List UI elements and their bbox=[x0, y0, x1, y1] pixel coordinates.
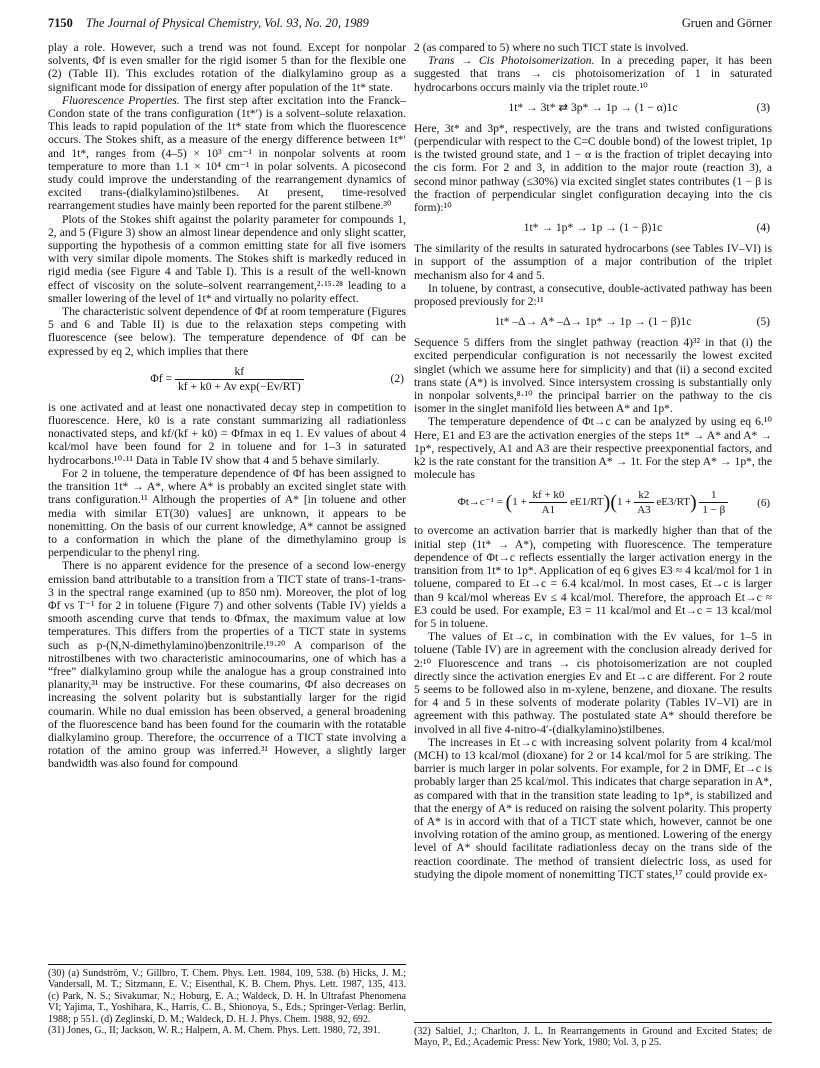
paragraph: The similarity of the results in saturated hydrocarbons (see Tables IV–VI) is in support of the assumption of a major contribution of the triplet mechanism also for 4 and 5. bbox=[414, 242, 772, 282]
equation-2 bbox=[48, 365, 406, 394]
eq6-a-denominator: A1 bbox=[541, 504, 556, 517]
eq2-numerator: kf bbox=[175, 365, 304, 380]
page-number: 7150 bbox=[48, 16, 73, 30]
paragraph: 2 (as compared to 5) where no such TICT state is involved. bbox=[414, 41, 689, 54]
footnote-31: (31) Jones, G., II; Jackson, W. R.; Halpern, A. M. Chem. Phys. Lett. 1980, 72, 391. bbox=[48, 1025, 381, 1037]
paragraph: Here, 3t* and 3p*, respectively, are the trans and twisted configurations (perpendicular with respect to the C=C double bond) of the lowest triplet, 1p is the twisted ground state, and 1 − α is the fraction of triplet decaying into the cis form. For 2 and 3, in addition to the major route (reaction 3), a second minor pathway (≤30%) via excited singlet states contributes (1 − β is the fraction of perpendicular singlet configuration decaying into the cis form):¹⁰ bbox=[414, 121, 772, 215]
eq6-fraction-a bbox=[529, 488, 567, 517]
section-heading: Trans → Cis Photoisomerization. bbox=[428, 54, 595, 68]
page-header bbox=[48, 16, 772, 34]
footnote-rule bbox=[414, 1022, 772, 1023]
equation-number: (5) bbox=[756, 315, 770, 329]
eq2-denominator: kf + k0 + Av exp(−Ev/RT) bbox=[177, 379, 301, 393]
right-column bbox=[414, 41, 772, 881]
eq4-expression: 1t* → 1p* → 1p → (1 − β)1c bbox=[523, 221, 663, 235]
equation-number: (4) bbox=[756, 221, 770, 235]
paragraph: to overcome an activation barrier that is markedly higher than that of the initial step (1t* → A*), competing with fluorescence. The temperature dependence of Φt→c reflects essentially the larger activation energy in the transition from 1t* to 1p*. Application of eq 6 gives E3 ≈ 4 kcal/mol for 1 in toluene, compared to Et→c = 6.4 kcal/mol. In most cases, Et→c is larger than 9 kcal/mol whereas Ev ≤ 4 kcal/mol. Therefore, the approach Et→c ≈ E3 could be used. For example, E3 = 11 kcal/mol and Et→c = 13 kcal/mol for 5 in toluene. bbox=[414, 524, 772, 630]
journal-title: The Journal of Physical Chemistry, Vol. 93, No. 20, 1989 bbox=[85, 16, 369, 30]
eq2-lhs: Φf = bbox=[150, 372, 173, 386]
paragraph: The temperature dependence of Φt→c can be analyzed by using eq 6.¹⁰ Here, E1 and E3 are the activation energies of the steps 1t* → A* and A* → 1p*, respectively, A1 and A3 are their respective preexponential factors, and k2 is the rate constant for the transition A* → 1t. For the step A* → 1p*, the molecule has bbox=[414, 415, 772, 482]
eq6-a-exponential: eE1/RT bbox=[570, 496, 604, 509]
footnote-30: (30) (a) Sundström, V.; Gillbro, T. Chem. Phys. Lett. 1984, 109, 538. (b) Hicks, J. M.; Vandersall, M. T.; Sitzmann, E. V.; Eisenthal, K. B. Chem. Phys. Lett. 1987, 135, 413. (c) Park, N. S.; Sivakumar, N.; Hoburg, E. A.; Waldeck, D. H. In Ultrafast Phenomena VI; Yajima, T., Yoshihara, K., Harris, C. B., Shionoya, S., Eds.; Springer-Verlag: Berlin, 1988; p 551. (d) Zeglinski, D. M.; Waldeck, D. H. J. Phys. Chem. 1988, 92, 692. bbox=[48, 968, 406, 1025]
eq6-fraction-b bbox=[634, 488, 653, 517]
equation-4 bbox=[414, 221, 772, 235]
eq6-b-exponential: eE3/RT bbox=[656, 496, 690, 509]
running-authors: Gruen and Görner bbox=[681, 16, 772, 30]
paragraph: For 2 in toluene, the temperature dependence of Φf has been assigned to the transition 1t* → A*, where A* is probably an excited singlet state with trans configuration.¹¹ Although the properties of A* [in toluene and other media with similar ET(30) values] are unknown, it appears to be nonemitting. On the basis of our current knowledge, A* cannot be assigned to a conformation in which the plane of the dimethylamino group is perpendicular to the phenyl ring. bbox=[48, 466, 406, 560]
footnote-rule bbox=[48, 964, 406, 965]
eq6-c-numerator: 1 bbox=[699, 488, 728, 503]
paragraph: The characteristic solvent dependence of Φf at room temperature (Figures 5 and 6 and Table II) is due to the relaxation steps competing with fluorescence (see below). The temperature dependence of Φf can be expressed by eq 2, which implies that there bbox=[48, 305, 406, 358]
equation-6: Φt→c⁻¹ = (1 + $\frac{kf + k0}{A1}$ eE1/RT)(1 + $\frac{k2}{A3}$ eE3/RT) $\frac{1}{1 - \beta}$ (6) bbox=[457, 489, 770, 517]
left-footnotes bbox=[48, 964, 406, 1036]
equation-number: (6) bbox=[757, 496, 770, 509]
equation-5 bbox=[414, 315, 772, 329]
eq6-lhs: Φt→c⁻¹ = bbox=[457, 496, 503, 509]
eq2-fraction bbox=[175, 365, 304, 394]
eq6-c-denominator: 1 − β bbox=[702, 504, 726, 517]
paragraph-text: In a preceding paper, it has been suggested that trans → cis photoisomerization of 1 in saturated hydrocarbons occurs mainly via the triplet route.¹⁰ bbox=[414, 54, 772, 94]
paragraph-text: The first step after excitation into the Franck–Condon state of the trans configuration (1t*′) is a solvent–solute relaxation. This leads to rapid population of the 1t* state from which the fluorescence occurs. The Stokes shift, as a measure of the energy difference between 1t*′ and 1t*, ranges from (4–5) × 10³ cm⁻¹ in nonpolar solvents at room temperature to more than 1.1 × 10⁴ cm⁻¹ in polar solvents. A picosecond study could improve the understanding of the rearrangement dynamics of excited trans-(dialkylamino)stilbenes. At present, time-resolved rearrangement studies have mainly been reported for the parent stilbene.³⁰ bbox=[48, 93, 406, 213]
paragraph: Sequence 5 differs from the singlet pathway (reaction 4)³² in that (i) the excited perpendicular configuration is not necessarily the lowest excited singlet (which we assume here for simplicity) and that (ii) a second excited trans state (A*) is involved. Since intersystem crossing is substantially only in nonpolar solvents,⁸·¹⁰ the principal barrier on the pathway to the cis isomer in the singlet manifold lies between A* and 1p*. bbox=[414, 336, 772, 416]
eq3-expression: 1t* → 3t* ⇄ 3p* → 1p → (1 − α)1c bbox=[508, 100, 678, 114]
left-column bbox=[48, 41, 406, 771]
eq6-b-denominator: A3 bbox=[637, 504, 651, 517]
paragraph: There is no apparent evidence for the presence of a second low-energy emission band attributable to a transition from a TICT state of trans-1-trans-3 in the spectral range examined (up to 850 nm). Moreover, the plot of log Φf vs T⁻¹ for 2 in toluene (Figure 7) and other solvents (Table IV) yields a smooth ascending curve that tends to Φfmax, the maximum value at low temperatures. This differs from the properties of a TICT state in systems such as p-(N,N-dimethylamino)benzonitrile.¹⁹·²⁰ A comparison of the nitrostilbenes with two characteristic aminocoumarins, one of which has a “free” dialkylamino group while the analogue has a group constrained into planarity,³¹ may be instructive. For these coumarins, Φf also decreases on increasing the solvent polarity but is substantially larger for the rigid coumarin. While no dual emission has been observed, a general broadening of the fluorescence band has been found for the coumarin with the rotatable dialkylamino group. Therefore, the occurrence of a TICT state involving a rotation of the amino group was inferred.³¹ However, a slightly larger bandwidth was also found for compound bbox=[48, 559, 406, 771]
eq6-a-numerator: kf + k0 bbox=[529, 488, 567, 503]
paragraph-photoisomerization bbox=[414, 54, 772, 94]
eq6-fraction-c bbox=[699, 488, 728, 517]
paragraph: is one activated and at least one nonactivated decay step in competition to fluorescence. Here, k0 is a rate constant summarizing all radiationless nonactivated steps, and kf/(kf + k0) = Φfmax in eq 1. Ev values of about 4 kcal/mol have been found for 2 in toluene and for 1–3 in saturated hydrocarbons.¹⁰·¹¹ Data in Table IV show that 4 and 5 behave similarly. bbox=[48, 400, 406, 467]
eq6-b-numerator: k2 bbox=[634, 488, 653, 503]
equation-3 bbox=[414, 101, 772, 115]
eq5-expression: 1t* –Δ→ A* –Δ→ 1p* → 1p → (1 − β)1c bbox=[494, 315, 692, 329]
paragraph-fluorescence-properties bbox=[48, 94, 406, 213]
paragraph: play a role. However, such a trend was not found. Except for nonpolar solvents, Φf is even smaller for the rigid isomer 5 than for the flexible one (2) (Table II). This excludes rotation of the dialkylamino group as a significant mode for dissipation of energy after population of the 1t* state. bbox=[48, 41, 406, 94]
paragraph: The values of Et→c, in combination with the Ev values, for 1–5 in toluene (Table IV) are in agreement with the conclusion already derived for 2:¹⁰ Fluorescence and trans → cis photoisomerization are not coupled directly since the activation energies Ev and Et→c are different. For 2 route 5 seems to be followed also in m-xylene, benzene, and dioxane. The results for 4 and 5 in these solvents of moderate polarity (Tables IV–VI) are in agreement with this pathway. The postulated state A* should therefore be involved in all five 4-nitro-4′-(dialkylamino)stilbenes. bbox=[414, 630, 772, 736]
paragraph: In toluene, by contrast, a consecutive, double-activated pathway has been proposed previously for 2:¹¹ bbox=[414, 281, 772, 309]
footnote-32: (32) Saltiel, J.; Charlton, J. L. In Rearrangements in Ground and Excited States; de Mayo, P., Ed.; Academic Press: New York, 1980; Vol. 3, p 25. bbox=[414, 1026, 772, 1049]
paragraph: The increases in Et→c with increasing solvent polarity from 4 kcal/mol (MCH) to 13 kcal/mol (dioxane) for 2 or 14 kcal/mol for 5 are striking. The barrier is much larger in polar solvents. For example, for 2 in DMF, Et→c is probably larger than 25 kcal/mol. This indicates that charge separation in A*, as compared with that in the transition state leading to 1p*, is stabilized and that the energy of A* is reduced on raising the solvent polarity. This property of A* is in accord with that of a TICT state which, however, cannot be one involving rotation of the amino group, as mentioned. Lowering of the energy level of A* should facilitate radiationless decay on the trans side of the reaction coordinate. The method of transient dielectric loss, as used for studying the dipole moment of nonemitting TICT states,¹⁷ could provide ex- bbox=[414, 735, 772, 881]
equation-number: (3) bbox=[756, 100, 770, 114]
equation-number: (2) bbox=[390, 372, 404, 386]
section-heading: Fluorescence Properties. bbox=[62, 93, 180, 107]
paragraph: Plots of the Stokes shift against the polarity parameter for compounds 1, 2, and 5 (Figure 3) show an almost linear dependence and only slight scatter, supporting the hypothesis of a common emitting state for all five isomers with very similar dipole moments. The Stokes shift is markedly reduced in rigid media (see Figure 4 and Table I). This is a result of the well-known effect of viscosity on the solute–solvent rearrangement,²·¹⁵·²⁸ leading to a smaller lowering of the level of 1t* and virtually no polarity effect. bbox=[48, 212, 406, 305]
right-footnotes bbox=[414, 1022, 772, 1049]
